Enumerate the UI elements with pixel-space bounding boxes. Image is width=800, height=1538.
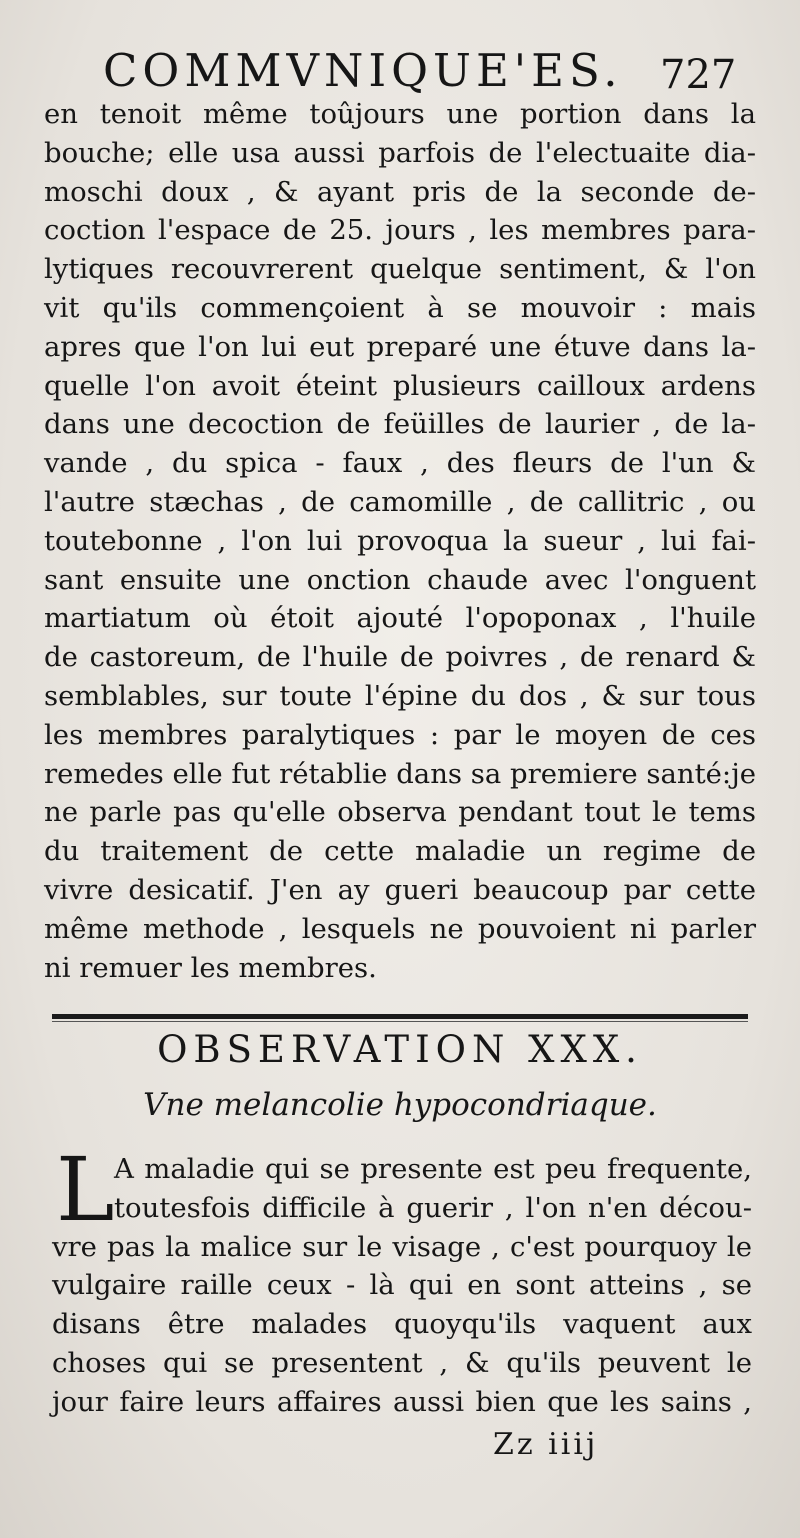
text-line: vivre desicatif. J'en ay gueri beaucoup par cette [44, 873, 756, 906]
text-line: vande , du spica - faux , des fleurs de l'un & [44, 447, 756, 480]
text-line: A maladie qui se presente est peu frequente, [114, 1153, 752, 1185]
text-line: choses qui se presentent , & qu'ils peuvent le [52, 1346, 752, 1379]
observation-paragraph [52, 1150, 752, 1422]
text-line: lytiques recouvrerent quelque sentiment, & l'on [44, 253, 756, 286]
text-line: vulgaire raille ceux - là qui en sont atteins , se [52, 1269, 752, 1302]
section-divider [52, 1014, 748, 1019]
observation-subtitle: Vne melancolie hypocondriaque. [143, 1087, 657, 1123]
text-line: moschi doux , & ayant pris de la seconde de- [44, 175, 756, 208]
observation-title: OBSERVATION XXX. [157, 1028, 643, 1071]
signature-mark: Zz iiij [493, 1427, 599, 1462]
text-line: quelle l'on avoit éteint plusieurs cailloux ardens [44, 369, 756, 402]
text-line: ne parle pas qu'elle observa pendant tout le tems [44, 796, 756, 829]
text-line: bouche; elle usa aussi parfois de l'electuaite dia- [44, 136, 756, 169]
text-line: jour faire leurs affaires aussi bien que les sains , [52, 1385, 752, 1418]
text-line: disans être malades quoyqu'ils vaquent aux [52, 1308, 752, 1341]
text-line: coction l'espace de 25. jours , les membres para- [44, 214, 756, 247]
drop-cap: L [56, 1138, 115, 1241]
text-line: vit qu'ils commençoient à se mouvoir : mais [44, 291, 756, 324]
text-line: les membres paralytiques : par le moyen de ces [44, 718, 756, 751]
page-number: 727 [660, 52, 737, 98]
text-line: en tenoit même toûjours une portion dans la [44, 98, 756, 130]
text-line: dans une decoction de feüilles de laurier , de la- [44, 408, 756, 441]
running-head: COMMVNIQUE'ES. [103, 44, 623, 97]
text-line: toutebonne , l'on lui provoqua la sueur , lui fai- [44, 524, 756, 557]
text-line: ni remuer les membres. [44, 951, 377, 984]
text-line: même methode , lesquels ne pouvoient ni parler [44, 912, 756, 945]
text-line: apres que l'on lui eut preparé une étuve dans la- [44, 330, 756, 363]
text-line: vre pas la malice sur le visage , c'est pourquoy le [52, 1230, 752, 1263]
text-line: du traitement de cette maladie un regime de [44, 835, 756, 868]
page-footer [0, 1420, 800, 1470]
text-line: toutesfois difficile à guerir , l'on n'en décou- [114, 1191, 752, 1224]
page-header [0, 40, 800, 102]
text-line: semblables, sur toute l'épine du dos , & sur tous [44, 679, 756, 712]
text-line: remedes elle fut rétablie dans sa premiere santé:je [44, 757, 756, 790]
paragraph-continued [44, 95, 756, 987]
text-line: de castoreum, de l'huile de poivres , de renard & [44, 641, 756, 674]
text-line: sant ensuite une onction chaude avec l'onguent [44, 563, 756, 596]
text-line: martiatum où étoit ajouté l'opoponax , l'huile [44, 602, 756, 635]
text-line: l'autre stæchas , de camomille , de callitric , ou [44, 485, 756, 518]
